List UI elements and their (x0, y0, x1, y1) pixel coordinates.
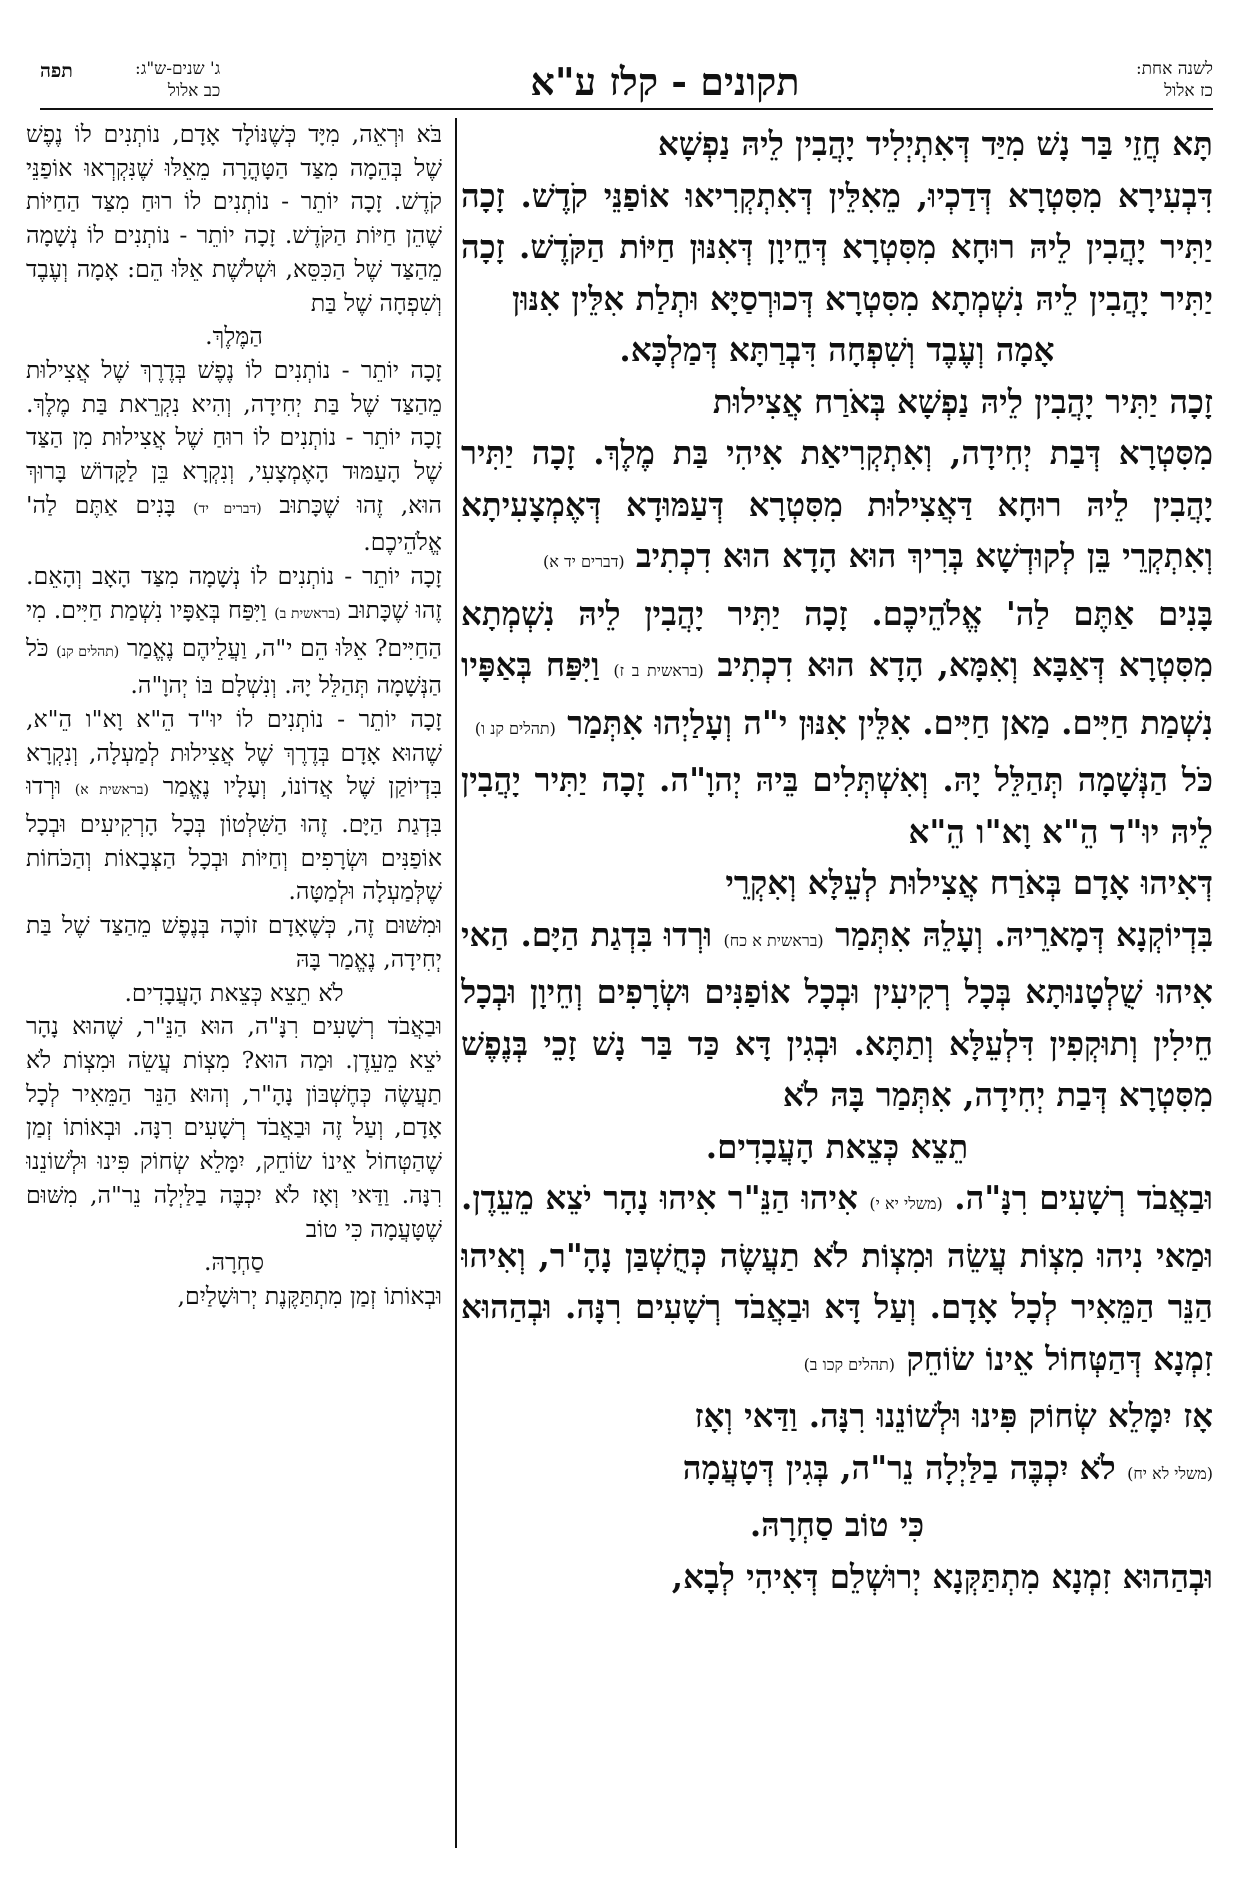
main-paragraph: דְּאִיהוּ אָדָם בְּאֹרַח אֲצִילוּת לְעֵלָּא וְאִקְרֵי (725, 863, 1213, 902)
page-header (40, 58, 1213, 110)
side-paragraph: וּבַאֲבֹד רְשָׁעִים רִנָּ"ה, הוּא הַנֵּ"ר, שֶׁהוּא נָהָר יֹצֵא מֵעֵדֶן. וּמַה הוּא? מִצְוֹת עֲשֵׂה וּמִצְוֹת לֹא תַעֲשֶׂה כְּחֶשְׁבּוֹן נָהָ"ר, וְהוּא הַנֵּר הַמֵּאִיר לְכָל אָדָם, וְעַל זֶה וּבַאֲבֹד רְשָׁעִים רִנָּה. וּבְאוֹתוֹ זְמַן שֶׁהַטְּחוֹל אֵינוֹ שׂוֹחֵק, יִמָּלֵא שְׂחוֹק פִּינוּ וּלְשׁוֹנֵנוּ רִנָּה. וַדַּאי וְאָז לֹא יִכְבֶּה בַלַּיְלָה נֵר"ה, מִשּׁוּם שֶׁטָּעֲמָה כִּי טוֹב (26, 1012, 442, 1243)
main-paragraph: זָכָה יַתִּיר יָהֲבִין לֵיהּ נַפְשָׁא בְּאֹרַח אֲצִילוּת (712, 381, 1213, 421)
page-title: תקונים - קלז ע"א (530, 59, 800, 104)
main-paragraph: בִּדְיוֹקְנָא דְּמָארֵיהּ. וְעָלֵהּ אִתְּמַר (בראשית א כח) וּרְדוּ בִּדְגַת הַיָּם. הַאי אִיהוּ שֻׁלְטָנוּתָא בְּכָל רְקִיעִין וּבְכָל אוֹפַנִּים וּשְׂרָפִים וְחֵיוָן וּבְכָל חֵילִין וְתוּקְפִין דִּלְעֵלָּא וְתַתָּא. וּבְגִין דָּא כַּד בַּר נָשׁ זָכֵי בְּנֶפֶשׁ מִסִּטְרָא דְּבַת יְחִידָה, אִתְּמַר בָּהּ לֹא (461, 914, 1213, 1114)
citation: (בראשית א) (74, 782, 149, 799)
header-right-line1: לשנה אחת: (1135, 59, 1213, 79)
citation: (תהלים קנ) (56, 643, 120, 660)
header-left-dates (135, 58, 220, 102)
side-paragraph: וּמִשּׁוּם זֶה, כְּשֶׁאָדָם זוֹכֶה בְּנֶפֶשׁ מֵהַצַּד שֶׁל בַּת יְחִידָה, נֶאֱמַר בָּהּ (26, 911, 442, 973)
main-paragraph: אָמָה וְעֶבֶד וְשִׁפְחָה דִּבְרַתָּא דְּמַלְכָּא. (619, 330, 1055, 369)
main-paragraph: כִּי טוֹב סַחְרָהּ. (749, 1505, 925, 1544)
citation: (דברים יד א) (543, 552, 625, 571)
side-paragraph: סַחְרָהּ. (203, 1248, 265, 1277)
page-number: תפה (40, 60, 73, 82)
side-paragraph: בֹּא וּרְאֵה, מִיָּד כְּשֶׁנּוֹלָד אָדָם, נוֹתְנִים לוֹ נֶפֶשׁ שֶׁל בְּהֵמָה מִצַּד הַטָּהֳרָה מֵאֵלּוּ שֶׁנִּקְרְאוּ אוֹפַנֵּי קֹדֶשׁ. זָכָה יוֹתֵר - נוֹתְנִים לוֹ רוּחַ מִצַּד הַחַיּוֹת שֶׁהֵן חַיּוֹת הַקֹּדֶשׁ. זָכָה יוֹתֵר - נוֹתְנִים לוֹ נְשָׁמָה מֵהַצַּד שֶׁל הַכִּסֵּא, וּשְׁלֹשֶׁת אֵלּוּ הֵם: אָמָה וְעֶבֶד וְשִׁפְחָה שֶׁל בַּת (26, 120, 442, 317)
header-left-line2: כב אלול (167, 81, 221, 101)
main-paragraph: וּבַאֲבֹד רְשָׁעִים רִנָּ"ה. (משלי יא י) אִיהוּ הַנֵּ"ר אִיהוּ נָהָר יֹצֵא מֵעֵדֶן. וּמַאי נִיהוּ מִצְוֹת עֲשֵׂה וּמִצְוֹת לֹא תַעֲשֶׂה כְּחֻשְׁבַּן נָהָ"ר, וְאִיהוּ הַנֵּר הַמֵּאִיר לְכָל אָדָם. וְעַל דָּא וּבַאֲבֹד רְשָׁעִים רִנָּה. וּבְהַהוּא זִמְנָא דְּהַטְּחוֹל אֵינוֹ שׂוֹחֵק (תהלים קכו ב) (461, 1178, 1213, 1378)
main-paragraph: כֹּל הַנְּשָׁמָה תְּהַלֵּל יָהּ. וְאִשְׁתְּלִים בֵּיהּ יְהוָ"ה. זָכָה יַתִּיר יָהֲבִין לֵיהּ יוּ"ד הֵ"א וָא"ו הֵ"א (461, 760, 1213, 851)
citation: (בראשית א כח) (723, 930, 824, 950)
main-text-column (461, 118, 1213, 1848)
main-paragraph: (משלי לא יח) לֹא יִכְבֶּה בַלַּיְלָה נֵר"ה, בְּגִין דְּטָעֲמָה (682, 1447, 1213, 1487)
main-paragraph: אָז יִמָּלֵא שְׂחוֹק פִּינוּ וּלְשׁוֹנֵנוּ רִנָּה. וַדַּאי וְאָז (694, 1396, 1213, 1435)
citation: (תהלים קנ ו) (474, 718, 556, 738)
side-paragraph: זָכָה יוֹתֵר - נוֹתְנִים לוֹ נֶפֶשׁ בְּדֶרֶךְ שֶׁל אֲצִילוּת מֵהַצַּד שֶׁל בַּת יְחִידָה, וְהִיא נִקְרֵאת בַּת מֶלֶךְ. זָכָה יוֹתֵר - נוֹתְנִים לוֹ רוּחַ שֶׁל אֲצִילוּת מִן הַצַּד שֶׁל הָעַמּוּד הָאֶמְצָעִי, וְנִקְרָא בֵּן לַקָּדוֹשׁ בָּרוּךְ הוּא, זֶהוּ שֶׁכָּתוּב (דברים יד) בָּנִים אַתֶּם לַה' אֱלֹהֵיכֶם. (26, 355, 442, 557)
main-paragraph: תֵצֵא כְּצֵאת הָעֲבָדִים. (705, 1126, 969, 1166)
header-left-block (40, 58, 460, 110)
translation-column (26, 118, 442, 1848)
main-paragraph: וּבְהַהוּא זִמְנָא מִתְתַּקְּנָא יְרוּשְׁלֵם דְּאִיהִי לְבָא, (671, 1556, 1213, 1596)
citation: (בראשית ב ז) (613, 661, 704, 680)
side-paragraph: הַמֶּלֶךְ. (205, 322, 263, 351)
citation: (משלי לא יח) (1127, 1463, 1213, 1483)
side-paragraph: זָכָה יוֹתֵר - נוֹתְנִים לוֹ יוּ"ד הֵ"א וָא"ו הֵ"א, שֶׁהוּא אָדָם בְּדֶרֶךְ שֶׁל אֲצִילוּת לְמַעְלָה, וְנִקְרָא בִּדְיוֹקַן שֶׁל אֲדוֹנוֹ, וְעָלָיו נֶאֱמַר (בראשית א) וּרְדוּ בִּדְגַת הַיָּם. זֶהוּ הַשִּׁלְטוֹן בְּכָל הָרְקִיעִים וּבְכָל אוֹפַנִּים וּשְׂרָפִים וְחַיּוֹת וּבְכָל הַצְּבָאוֹת וְהַכֹּחוֹת שֶׁלְּמַעְלָה וּלְמַטָּה. (26, 704, 442, 906)
main-paragraph: בָּנִים אַתֶּם לַה' אֱלֹהֵיכֶם. זָכָה יַתִּיר יָהֲבִין לֵיהּ נִשְׁמְתָא מִסִּטְרָא דְּאַבָּא וְאִמָּא, הָדָא הוּא דִכְתִיב (בראשית ב ז) וַיִּפַּח בְּאַפָּיו נִשְׁמַת חַיִּים. מַאן חַיִּים. אִלֵּין אִנּוּן י"ה וְעָלַיְהוּ אִתְּמַר (תהלים קנ ו) (461, 593, 1213, 742)
header-left-line1: ג' שנים-ש"ג: (135, 59, 221, 79)
citation: (תהלים קכו ב) (803, 1354, 896, 1374)
side-paragraph: זָכָה יוֹתֵר - נוֹתְנִים לוֹ נְשָׁמָה מִצַּד הָאָב וְהָאֵם. זֶהוּ שֶׁכָּתוּב (בראשית ב) וַיִּפַּח בְּאַפָּיו נִשְׁמַת חַיִּים. מִי הַחַיִּים? אֵלּוּ הֵם י"ה, וַעֲלֵיהֶם נֶאֱמַר (תהלים קנ) כֹּל הַנְּשָׁמָה תְּהַלֵּל יָהּ. וְנִשְׁלָם בּוֹ יְהוָ"ה. (26, 562, 442, 700)
main-paragraph: דִּבְעִירָא מִסִּטְרָא דְּדַכְיוּ, מֵאִלֵּין דְּאִתְקְרִיאוּ אוֹפַנֵּי קֹדֶשׁ. זָכָה יַתִּיר יָהֲבִין לֵיהּ רוּחָא מִסִּטְרָא דְּחֵיוָן דְּאִנּוּן חַיּוֹת הַקֹּדֶשׁ. זָכָה יַתִּיר יָהֲבִין לֵיהּ נִשְׁמְתָא מִסִּטְרָא דְּכוּרְסַיָּא וּתְלַת אִלֵּין אִנּוּן (461, 175, 1213, 318)
header-right-line2: כז אלול (1164, 81, 1213, 101)
main-paragraph: מִסִּטְרָא דְּבַת יְחִידָה, וְאִתְקְרִיאַת אִיהִי בַּת מֶלֶךְ. זָכָה יַתִּיר יָהֲבִין לֵיהּ רוּחָא דַּאֲצִילוּת מִסִּטְרָא דְּעַמּוּדָא דְּאֶמְצָעִיתָא וְאִתְקְרֵי בֵּן לְקוּדְשָׁא בְּרִיךְ הוּא הָדָא הוּא דִכְתִיב (דברים יד א) (461, 433, 1213, 575)
citation: (משלי יא י) (869, 1194, 943, 1213)
column-divider (455, 118, 457, 1848)
header-right-dates (1136, 58, 1213, 102)
header-rule (40, 108, 1213, 110)
side-paragraph: לֹא תֵצֵא כְּצֵאת הָעֲבָדִים. (124, 978, 344, 1007)
main-paragraph: תָּא חֲזֵי בַּר נָשׁ מִיַּד דְּאִתְיְלִיד יָהֲבִין לֵיהּ נַפְשָׁא (657, 124, 1213, 163)
side-paragraph: וּבְאוֹתוֹ זְמַן מִתְתַּקֶּנֶת יְרוּשָׁלַיִם, (177, 1281, 442, 1310)
citation: (בראשית ב) (274, 605, 341, 622)
citation: (דברים יד) (193, 500, 262, 517)
